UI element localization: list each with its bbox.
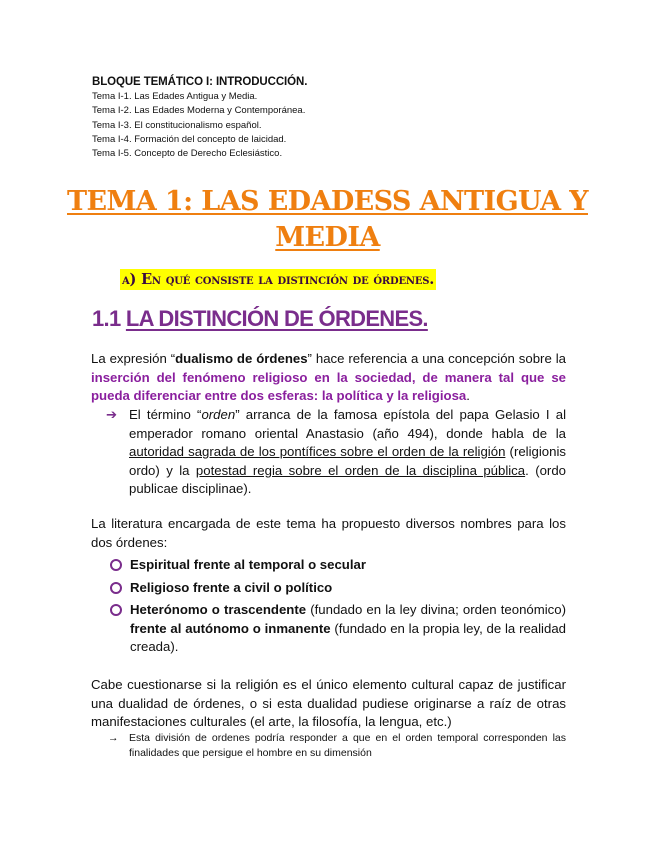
circle-bullet-list — [106, 556, 566, 661]
list-item-bold: frente al autónomo o inmanente — [130, 620, 331, 636]
index-title: BLOQUE TEMÁTICO I: INTRODUCCIÓN. — [92, 76, 308, 88]
paragraph-literatura: La literatura encargada de este tema ha propuesto diversos nombres para los dos órdenes: — [91, 516, 566, 550]
index-line: Tema I-5. Concepto de Derecho Eclesiástico. — [92, 148, 283, 160]
subheading-text: LA DISTINCIÓN DE ÓRDENES. — [125, 306, 428, 331]
topic-index — [92, 76, 572, 161]
page-title: TEMA 1: LAS EDADESS ANTIGUA Y MEDIA — [67, 186, 588, 253]
small-arrow-bullet — [108, 731, 566, 761]
list-item-text: (fundado en la propia ley, de la realidad creada). — [130, 620, 566, 655]
section-heading-a: a) En qué consiste la distinción de órdenes. — [122, 271, 435, 288]
underlined-text: autoridad sagrada de los pontífices sobre el orden de la religión — [129, 444, 506, 460]
list-item-bold: Heterónomo o trascendente — [130, 602, 307, 618]
text: ” arranca de la famosa epístola del papa Gelasio I al emperador romano oriental Anastasio (año 494), donde habla de la — [129, 407, 566, 441]
highlighted-definition: inserción del fenómeno religioso en la sociedad, de manera tal que se pueda diferenciar entre dos esferas: la política y la religiosa — [91, 369, 566, 404]
paragraph-dualismo — [91, 350, 566, 406]
list-item-text: (fundado en la ley divina; orden teonómico) — [306, 602, 566, 618]
list-item — [106, 579, 566, 598]
text: . — [466, 388, 470, 404]
index-line: Tema I-3. El constitucionalismo español. — [92, 119, 262, 131]
index-line: Tema I-1. Las Edades Antigua y Media. — [92, 91, 258, 102]
circle-bullet-icon — [110, 559, 122, 571]
list-item — [106, 601, 566, 657]
arrow-bullet — [106, 406, 566, 499]
paragraph-cuestionarse: Cabe cuestionarse si la religión es el único elemento cultural capaz de justificar una dualidad de órdenes, o si esta dualidad pudiese originarse a raíz de otras manifestaciones culturales (el arte, la filosofía, la lengua, etc.) — [91, 677, 566, 730]
index-line: Tema I-4. Formación del concepto de laicidad. — [92, 133, 287, 145]
circle-bullet-icon — [110, 582, 122, 594]
italic-term: orden — [201, 407, 236, 422]
subheading-number: 1.1 — [92, 306, 121, 331]
circle-bullet-icon — [110, 604, 122, 616]
text: La expresión “ — [91, 351, 176, 366]
text: El término “ — [129, 407, 202, 422]
arrow-right-icon: → — [108, 732, 119, 744]
arrow-bullet-text — [129, 406, 566, 499]
small-arrow-text: Esta división de ordenes podría responder a que en el orden temporal corresponden las finalidades que persigue el hombre en su dimensión — [129, 732, 566, 759]
list-item-text: Religioso frente a civil o político — [130, 579, 333, 595]
bold-term: dualismo de órdenes — [175, 351, 308, 366]
text: ” hace referencia a una concepción sobre la — [307, 351, 566, 366]
text: (religionis ordo) y la — [129, 444, 566, 478]
text: . (ordo publicae disciplinae). — [129, 462, 566, 497]
arrow-bullet-icon: ➔ — [106, 407, 118, 422]
list-item — [106, 556, 566, 575]
list-item-text: Espiritual frente al temporal o secular — [130, 557, 366, 572]
underlined-text: potestad regia sobre el orden de la disciplina pública — [195, 462, 526, 478]
index-line: Tema I-2. Las Edades Moderna y Contemporánea. — [92, 105, 306, 117]
subheading — [92, 304, 428, 334]
